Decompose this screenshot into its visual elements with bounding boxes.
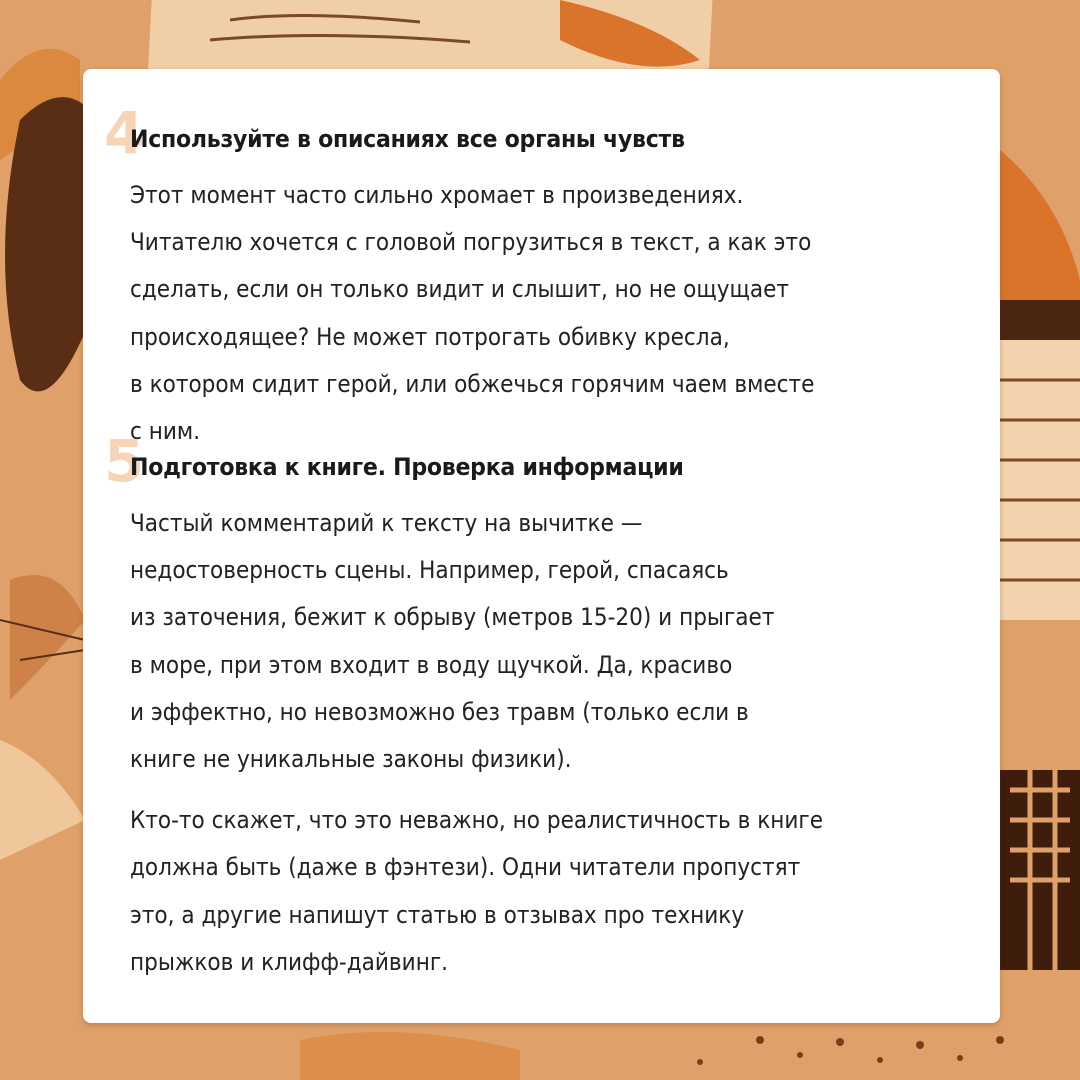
paragraph-line: происходящее? Не может потрогать обивку кресла, (130, 322, 730, 351)
paragraph-line: Этот момент часто сильно хромает в произведениях. (130, 181, 744, 209)
paragraph-line: прыжков и клифф-дайвинг. (130, 947, 449, 976)
section-heading: Подготовка к книге. Проверка информации (130, 453, 684, 481)
paragraph-line: Читателю хочется с головой погрузиться в текст, а как это (130, 228, 812, 257)
section-4 (104, 99, 980, 455)
paragraph-line: в море, при этом входит в воду щучкой. Да, красиво (130, 650, 733, 679)
paragraph-line: должна быть (даже в фэнтези). Одни читатели пропустят (130, 853, 801, 882)
section-paragraph (130, 797, 980, 986)
section-paragraph (130, 500, 980, 783)
paragraph-line: из заточения, бежит к обрыву (метров 15-20) и прыгает (130, 603, 775, 632)
paragraph-line: Частый комментарий к тексту на вычитке — (130, 509, 643, 537)
section-paragraph (130, 172, 980, 455)
paragraph-line: в котором сидит герой, или обжечься горячим чаем вместе (130, 369, 815, 398)
paragraph-line: недостоверность сцены. Например, герой, спасаясь (130, 556, 729, 585)
paragraph-line: это, а другие напишут статью в отзывах про технику (130, 900, 745, 929)
paragraph-line: Кто-то скажет, что это неважно, но реалистичность в книге (130, 806, 824, 835)
section-heading: Используйте в описаниях все органы чувств (130, 125, 685, 153)
section-number: 4 (104, 99, 145, 167)
section-5 (104, 427, 980, 986)
section-number: 5 (104, 427, 145, 495)
paragraph-line: сделать, если он только видит и слышит, но не ощущает (130, 275, 789, 304)
paragraph-line: с ним. (130, 417, 201, 446)
paragraph-line: книге не уникальные законы физики). (130, 745, 572, 774)
content-card (83, 69, 1000, 1023)
paragraph-line: и эффектно, но невозможно без травм (только если в (130, 697, 749, 726)
